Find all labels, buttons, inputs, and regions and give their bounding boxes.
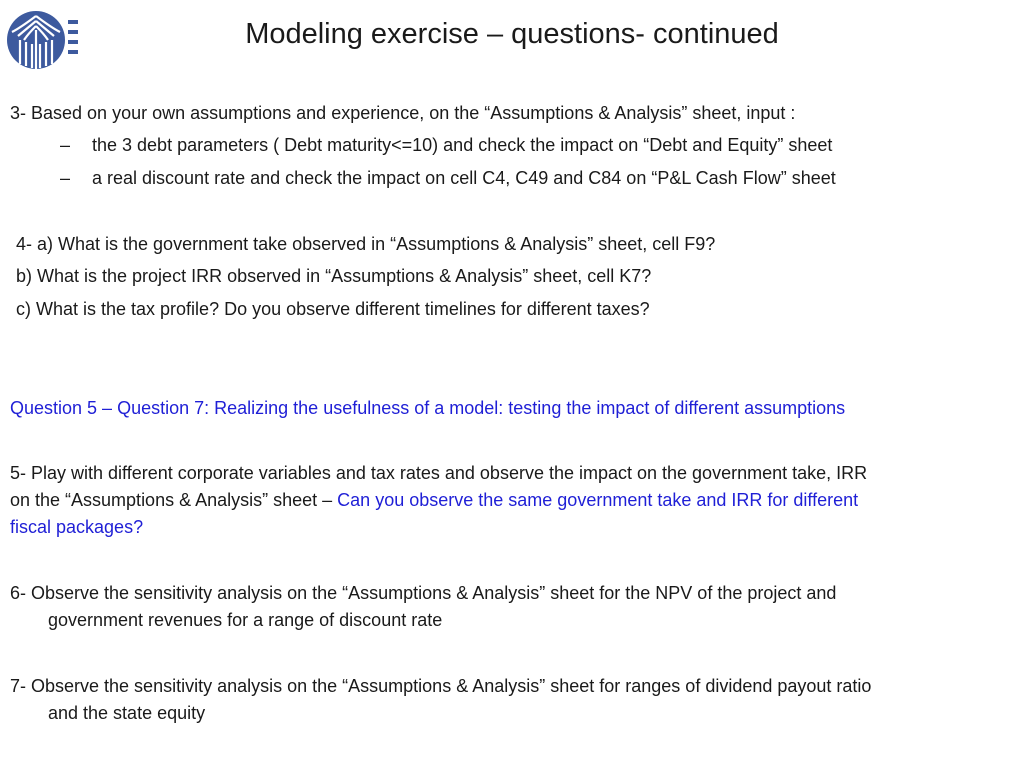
- question-3-bullet-1: [60, 132, 832, 159]
- question-5-text: on the “Assumptions & Analysis” sheet –: [10, 490, 338, 510]
- question-6-line-1: 6- Observe the sensitivity analysis on the “Assumptions & Analysis” sheet for the NPV of the project and: [10, 583, 837, 603]
- bullet-dash: –: [60, 135, 71, 155]
- question-7-line-2: and the state equity: [48, 703, 206, 723]
- bullet-dash: –: [60, 168, 71, 188]
- section-heading: Question 5 – Question 7: Realizing the usefulness of a model: testing the impact of different assumptions: [10, 398, 846, 418]
- question-4c: c) What is the tax profile? Do you observe different timelines for different taxes?: [16, 299, 650, 319]
- question-5-highlight: Can you observe the same government take and IRR for different: [337, 490, 859, 510]
- question-6-line-2: government revenues for a range of discount rate: [48, 610, 443, 630]
- question-3-intro: 3- Based on your own assumptions and experience, on the “Assumptions & Analysis” sheet, input :: [10, 103, 796, 123]
- page-title: Modeling exercise – questions- continued: [245, 18, 779, 50]
- bullet-text: the 3 debt parameters ( Debt maturity<=10) and check the impact on “Debt and Equity” sheet: [92, 135, 833, 155]
- question-5-line-1: 5- Play with different corporate variables and tax rates and observe the impact on the government take, IRR: [10, 463, 868, 483]
- question-5-line-2: [10, 487, 858, 514]
- bullet-text: a real discount rate and check the impact on cell C4, C49 and C84 on “P&L Cash Flow” sheet: [92, 168, 836, 188]
- question-3-bullet-2: [60, 165, 836, 192]
- question-4b: b) What is the project IRR observed in “Assumptions & Analysis” sheet, cell K7?: [16, 266, 652, 286]
- question-7-line-1: 7- Observe the sensitivity analysis on the “Assumptions & Analysis” sheet for ranges of dividend payout ratio: [10, 676, 872, 696]
- question-4a: 4- a) What is the government take observed in “Assumptions & Analysis” sheet, cell F9?: [16, 234, 716, 254]
- question-5-line-3: fiscal packages?: [10, 517, 144, 537]
